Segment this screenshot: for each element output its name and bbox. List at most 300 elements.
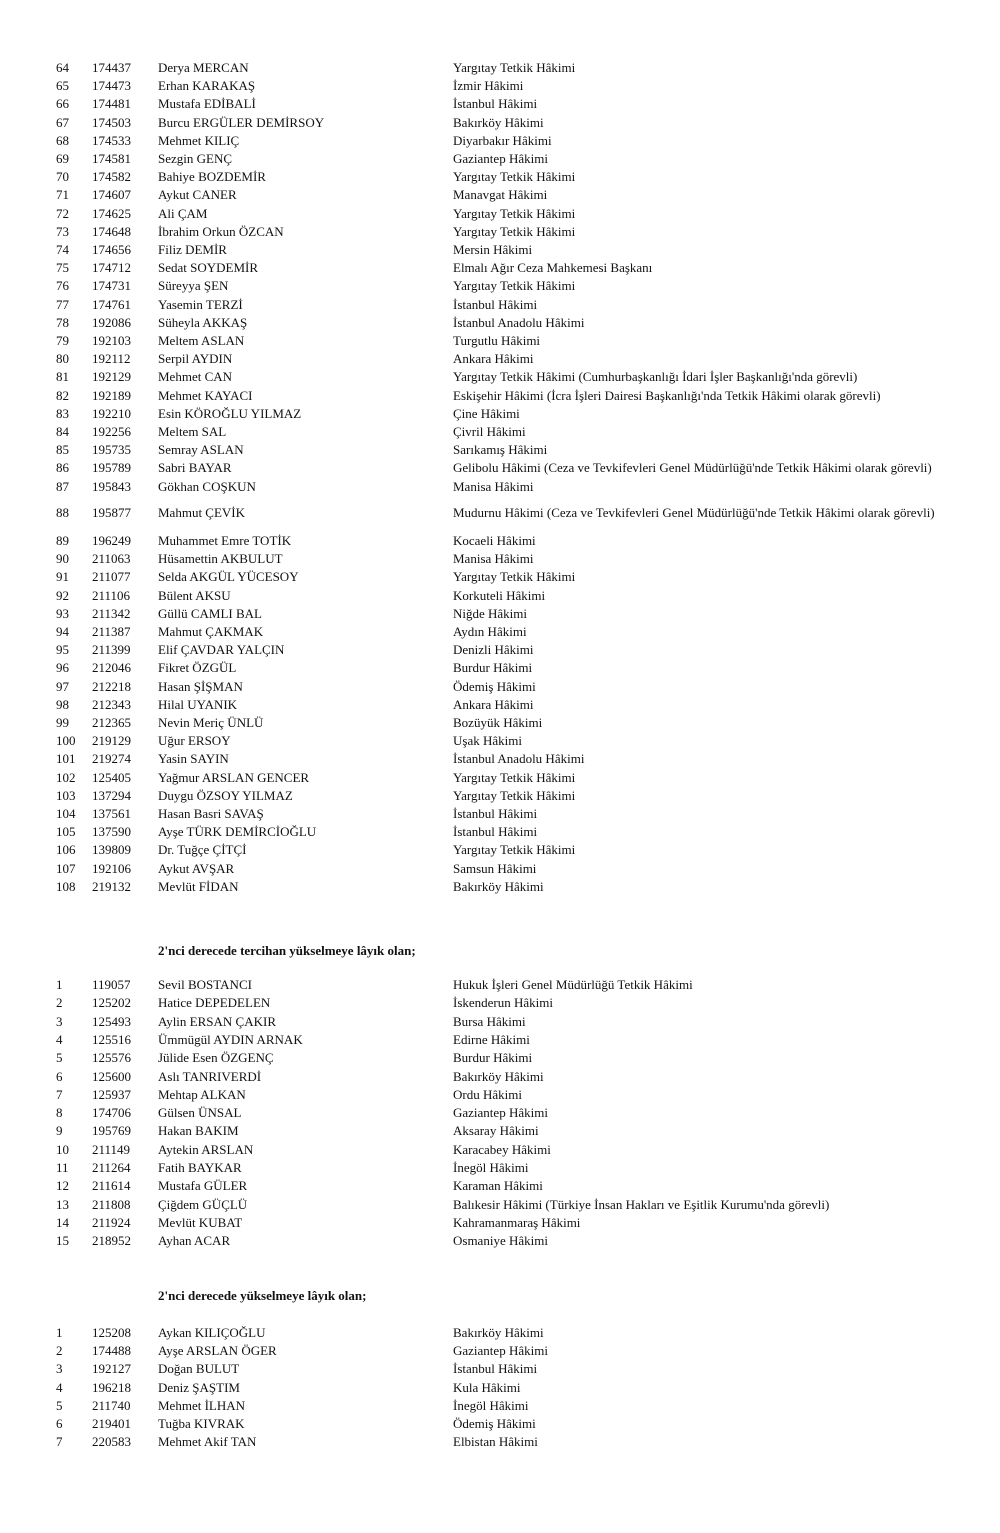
- table-row: [0, 259, 1000, 277]
- table-row: [0, 823, 1000, 841]
- row-number: 89: [56, 533, 69, 548]
- person-name: Nevin Meriç ÜNLÜ: [158, 715, 264, 730]
- sicil-number: 125937: [92, 1086, 131, 1102]
- row-number: 2: [56, 995, 63, 1011]
- person-name: Fatih BAYKAR: [158, 1160, 242, 1175]
- position-title: Hukuk İşleri Genel Müdürlüğü Tetkik Hâkimi: [453, 977, 693, 992]
- sicil-number: 125576: [92, 1050, 131, 1066]
- table-row: [0, 605, 1000, 623]
- person-name: Aykan KILIÇOĞLU: [158, 1325, 266, 1340]
- row-number: 66: [56, 96, 69, 112]
- table-row: [0, 1196, 1000, 1214]
- position-title: Yargıtay Tetkik Hâkimi: [453, 205, 576, 221]
- row-number: 3: [56, 1013, 63, 1029]
- row-number: 92: [56, 587, 69, 603]
- table-row: [0, 1397, 1000, 1415]
- table-row: [0, 1177, 1000, 1195]
- table-row: [0, 587, 1000, 605]
- row-number: 102: [56, 769, 76, 785]
- row-number: 77: [56, 296, 69, 312]
- person-name: Derya MERCAN: [158, 60, 249, 75]
- position-title: Bakırköy Hâkimi: [453, 1325, 544, 1340]
- person-name: Mehmet Akif TAN: [158, 1434, 257, 1450]
- table-row: [0, 1360, 1000, 1378]
- table-row: [0, 368, 1000, 386]
- table-row: [0, 150, 1000, 168]
- table-row: [0, 787, 1000, 805]
- position-title: İstanbul Hâkimi: [453, 1361, 538, 1377]
- row-number: 100: [56, 733, 76, 749]
- position-title: Samsun Hâkimi: [453, 860, 537, 876]
- row-number: 79: [56, 333, 69, 348]
- row-number: 91: [56, 569, 69, 585]
- sicil-number: 174582: [92, 169, 131, 185]
- table-row: [0, 1433, 1000, 1451]
- row-number: 12: [56, 1178, 69, 1194]
- row-number: 78: [56, 314, 69, 330]
- row-number: 87: [56, 478, 69, 494]
- table-row: [0, 168, 1000, 186]
- sicil-number: 192129: [92, 369, 131, 385]
- person-name: Muhammet Emre TOTİK: [158, 533, 292, 548]
- table-row: [0, 478, 1000, 496]
- row-number: 70: [56, 169, 69, 185]
- sicil-number: 195735: [92, 442, 131, 458]
- table-row: [0, 459, 1000, 477]
- position-title: Bakırköy Hâkimi: [453, 114, 544, 130]
- position-title: Edirne Hâkimi: [453, 1031, 530, 1047]
- position-title: Kula Hâkimi: [453, 1379, 521, 1395]
- position-title: Manisa Hâkimi: [453, 551, 534, 567]
- sicil-number: 174473: [92, 78, 131, 94]
- table-row: [0, 95, 1000, 113]
- sicil-number: 212343: [92, 696, 131, 712]
- row-number: 6: [56, 1068, 63, 1084]
- position-title: Ödemiş Hâkimi: [453, 1416, 536, 1431]
- table-row: [0, 423, 1000, 441]
- sicil-number: 139809: [92, 842, 131, 858]
- sicil-number: 195789: [92, 460, 131, 476]
- table-row: [0, 59, 1000, 77]
- table-row: [0, 732, 1000, 750]
- table-row: [0, 550, 1000, 568]
- row-number: 74: [56, 242, 69, 257]
- person-name: Hatice DEPEDELEN: [158, 995, 271, 1011]
- person-name: Sezgin GENÇ: [158, 151, 233, 166]
- sicil-number: 192086: [92, 314, 131, 330]
- position-title: Ödemiş Hâkimi: [453, 678, 536, 694]
- position-title: Osmaniye Hâkimi: [453, 1233, 548, 1249]
- table-row: [0, 976, 1000, 994]
- table-row: [0, 1232, 1000, 1250]
- person-name: Gülsen ÜNSAL: [158, 1105, 242, 1121]
- row-number: 73: [56, 223, 69, 239]
- row-number: 94: [56, 624, 69, 639]
- table-row: [0, 132, 1000, 150]
- sicil-number: 174437: [92, 60, 131, 75]
- table-row: [0, 1104, 1000, 1122]
- sicil-number: 174706: [92, 1105, 131, 1121]
- row-number: 76: [56, 278, 69, 294]
- row-number: 80: [56, 351, 69, 367]
- sicil-number: 195769: [92, 1123, 131, 1139]
- row-number: 2: [56, 1343, 63, 1359]
- row-number: 5: [56, 1050, 63, 1066]
- person-name: Hüsamettin AKBULUT: [158, 551, 283, 567]
- table-row: [0, 1214, 1000, 1232]
- sicil-number: 125405: [92, 769, 131, 785]
- sicil-number: 196218: [92, 1379, 131, 1395]
- person-name: Duygu ÖZSOY YILMAZ: [158, 787, 293, 803]
- position-title: Manavgat Hâkimi: [453, 187, 548, 203]
- person-name: Fikret ÖZGÜL: [158, 660, 237, 676]
- row-number: 84: [56, 424, 69, 439]
- person-name: Aytekin ARSLAN: [158, 1141, 254, 1157]
- table-row: [0, 623, 1000, 641]
- row-number: 7: [56, 1086, 63, 1102]
- position-title: Yargıtay Tetkik Hâkimi: [453, 769, 576, 785]
- table-row: [0, 332, 1000, 350]
- position-title: Bozüyük Hâkimi: [453, 715, 543, 730]
- position-title: Yargıtay Tetkik Hâkimi: [453, 787, 576, 803]
- position-title: Bakırköy Hâkimi: [453, 878, 544, 894]
- position-title: Burdur Hâkimi: [453, 660, 533, 676]
- row-number: 9: [56, 1123, 63, 1139]
- position-title: Bakırköy Hâkimi: [453, 1068, 544, 1084]
- row-number: 11: [56, 1160, 69, 1175]
- sicil-number: 211614: [92, 1178, 131, 1194]
- position-title: Diyarbakır Hâkimi: [453, 132, 552, 148]
- table-row: [0, 1031, 1000, 1049]
- sicil-number: 211399: [92, 642, 131, 658]
- person-name: Hasan ŞİŞMAN: [158, 678, 243, 694]
- person-name: Serpil AYDIN: [158, 351, 233, 367]
- position-title: İstanbul Hâkimi: [453, 824, 538, 840]
- sicil-number: 174731: [92, 278, 131, 294]
- sicil-number: 174656: [92, 242, 131, 257]
- position-title: Yargıtay Tetkik Hâkimi: [453, 569, 576, 585]
- position-title: Niğde Hâkimi: [453, 605, 528, 621]
- table-row: [0, 805, 1000, 823]
- table-row: [0, 1159, 1000, 1177]
- sicil-number: 211924: [92, 1214, 131, 1230]
- row-number: 88: [56, 504, 69, 520]
- person-name: Mehtap ALKAN: [158, 1086, 246, 1102]
- sicil-number: 125202: [92, 995, 131, 1011]
- table-row: [0, 641, 1000, 659]
- row-number: 71: [56, 187, 69, 203]
- person-name: Bahiye BOZDEMİR: [158, 169, 266, 185]
- position-title: Aydın Hâkimi: [453, 624, 527, 639]
- row-number: 95: [56, 642, 69, 658]
- sicil-number: 137294: [92, 787, 131, 803]
- person-name: Esin KÖROĞLU YILMAZ: [158, 405, 302, 421]
- position-title: İstanbul Hâkimi: [453, 296, 538, 312]
- sicil-number: 218952: [92, 1233, 131, 1249]
- table-row: [0, 1324, 1000, 1342]
- person-name: Sevil BOSTANCI: [158, 977, 252, 992]
- table-row: [0, 714, 1000, 732]
- position-title: Yargıtay Tetkik Hâkimi: [453, 223, 576, 239]
- person-name: Gökhan COŞKUN: [158, 478, 256, 494]
- table-row: [0, 405, 1000, 423]
- sicil-number: 174648: [92, 223, 131, 239]
- position-title: Gelibolu Hâkimi (Ceza ve Tevkifevleri Genel Müdürlüğü'nde Tetkik Hâkimi olarak görevli): [453, 460, 932, 476]
- person-name: Bülent AKSU: [158, 587, 231, 603]
- table-row: [0, 841, 1000, 859]
- person-name: Ayhan ACAR: [158, 1233, 231, 1249]
- table-row: [0, 1013, 1000, 1031]
- person-name: Aylin ERSAN ÇAKIR: [158, 1013, 276, 1029]
- person-name: Mahmut ÇAKMAK: [158, 624, 264, 639]
- row-number: 67: [56, 114, 69, 130]
- row-number: 97: [56, 678, 69, 694]
- position-title: Yargıtay Tetkik Hâkimi: [453, 169, 576, 185]
- position-title: Ordu Hâkimi: [453, 1086, 522, 1102]
- row-number: 4: [56, 1031, 63, 1047]
- person-name: Dr. Tuğçe ÇİTÇİ: [158, 842, 247, 858]
- person-name: İbrahim Orkun ÖZCAN: [158, 223, 284, 239]
- sicil-number: 192106: [92, 860, 131, 876]
- position-title: Ankara Hâkimi: [453, 351, 534, 367]
- table-row: [0, 314, 1000, 332]
- sicil-number: 219274: [92, 751, 131, 767]
- table-row: [0, 878, 1000, 896]
- table-row: [0, 1141, 1000, 1159]
- sicil-number: 125493: [92, 1013, 131, 1029]
- person-name: Uğur ERSOY: [158, 733, 231, 749]
- sicil-number: 174761: [92, 296, 131, 312]
- position-title: Yargıtay Tetkik Hâkimi: [453, 278, 576, 294]
- position-title: İstanbul Anadolu Hâkimi: [453, 751, 585, 767]
- table-row: [0, 678, 1000, 696]
- row-number: 90: [56, 551, 69, 567]
- person-name: Çiğdem GÜÇLÜ: [158, 1196, 248, 1212]
- position-title: Karaman Hâkimi: [453, 1178, 543, 1194]
- sicil-number: 195843: [92, 478, 131, 494]
- table-row: [0, 114, 1000, 132]
- position-title: Gaziantep Hâkimi: [453, 1105, 548, 1121]
- sicil-number: 137561: [92, 806, 131, 821]
- position-title: İnegöl Hâkimi: [453, 1397, 529, 1413]
- row-number: 81: [56, 369, 69, 385]
- person-name: Yasemin TERZİ: [158, 296, 243, 312]
- sicil-number: 211387: [92, 624, 131, 639]
- table-row: [0, 860, 1000, 878]
- sicil-number: 174625: [92, 205, 131, 221]
- position-title: Manisa Hâkimi: [453, 478, 534, 494]
- person-name: Süheyla AKKAŞ: [158, 314, 248, 330]
- sicil-number: 119057: [92, 977, 131, 992]
- row-number: 5: [56, 1397, 63, 1413]
- position-title: Bursa Hâkimi: [453, 1013, 526, 1029]
- person-name: Tuğba KIVRAK: [158, 1416, 245, 1431]
- position-title: Burdur Hâkimi: [453, 1050, 533, 1066]
- person-name: Elif ÇAVDAR YALÇIN: [158, 642, 285, 658]
- person-name: Aykut AVŞAR: [158, 860, 235, 876]
- person-name: Deniz ŞAŞTIM: [158, 1379, 240, 1395]
- position-title: Ankara Hâkimi: [453, 696, 534, 712]
- table-row: [0, 1415, 1000, 1433]
- row-number: 85: [56, 442, 69, 458]
- table-row: [0, 241, 1000, 259]
- row-number: 1: [56, 1325, 63, 1340]
- row-number: 7: [56, 1434, 63, 1450]
- row-number: 6: [56, 1416, 63, 1431]
- row-number: 86: [56, 460, 69, 476]
- position-title: Balıkesir Hâkimi (Türkiye İnsan Hakları ve Eşitlik Kurumu'nda görevli): [453, 1196, 830, 1212]
- person-name: Yasin SAYIN: [158, 751, 229, 767]
- sicil-number: 174533: [92, 132, 131, 148]
- person-name: Sedat SOYDEMİR: [158, 260, 259, 276]
- table-row: [0, 769, 1000, 787]
- sicil-number: 174488: [92, 1343, 131, 1359]
- sicil-number: 211077: [92, 569, 131, 585]
- row-number: 101: [56, 751, 76, 767]
- person-name: Süreyya ŞEN: [158, 278, 229, 294]
- person-name: Ayşe ARSLAN ÖGER: [158, 1343, 277, 1359]
- person-name: Mevlüt FİDAN: [158, 878, 239, 894]
- position-title: Kocaeli Hâkimi: [453, 533, 536, 548]
- sicil-number: 211808: [92, 1196, 131, 1212]
- position-title: Denizli Hâkimi: [453, 642, 534, 658]
- position-title: İstanbul Anadolu Hâkimi: [453, 314, 585, 330]
- row-number: 99: [56, 715, 69, 730]
- table-row: [0, 1342, 1000, 1360]
- section-heading-layik: 2'nci derecede yükselmeye lâyık olan;: [158, 1288, 367, 1303]
- sicil-number: 174712: [92, 260, 131, 276]
- table-row: [0, 1086, 1000, 1104]
- sicil-number: 211063: [92, 551, 131, 567]
- person-name: Filiz DEMİR: [158, 242, 227, 257]
- person-name: Mahmut ÇEVİK: [158, 504, 246, 520]
- table-row: [0, 568, 1000, 586]
- table-row: [0, 350, 1000, 368]
- table-row: [0, 750, 1000, 768]
- row-number: 108: [56, 878, 76, 894]
- person-name: Meltem ASLAN: [158, 333, 245, 348]
- person-name: Sabri BAYAR: [158, 460, 232, 476]
- sicil-number: 192210: [92, 405, 131, 421]
- sicil-number: 125208: [92, 1325, 131, 1340]
- row-number: 4: [56, 1379, 63, 1395]
- person-name: Mevlüt KUBAT: [158, 1214, 243, 1230]
- row-number: 3: [56, 1361, 63, 1377]
- row-number: 15: [56, 1233, 69, 1249]
- person-name: Aslı TANRIVERDİ: [158, 1068, 262, 1084]
- person-name: Mehmet KAYACI: [158, 387, 253, 403]
- position-title: İskenderun Hâkimi: [453, 995, 554, 1011]
- table-row: [0, 441, 1000, 459]
- position-title: Elbistan Hâkimi: [453, 1434, 538, 1450]
- person-name: Jülide Esen ÖZGENÇ: [158, 1050, 274, 1066]
- sicil-number: 174607: [92, 187, 131, 203]
- sicil-number: 174481: [92, 96, 131, 112]
- table-row: [0, 1379, 1000, 1397]
- sicil-number: 220583: [92, 1434, 131, 1450]
- row-number: 103: [56, 787, 76, 803]
- position-title: Turgutlu Hâkimi: [453, 333, 541, 348]
- sicil-number: 211740: [92, 1397, 131, 1413]
- position-title: Gaziantep Hâkimi: [453, 151, 548, 166]
- person-name: Yağmur ARSLAN GENCER: [158, 769, 310, 785]
- row-number: 64: [56, 60, 69, 75]
- row-number: 72: [56, 205, 69, 221]
- person-name: Erhan KARAKAŞ: [158, 78, 256, 94]
- section-heading-tercihan: 2'nci derecede tercihan yükselmeye lâyık olan;: [158, 943, 416, 958]
- row-number: 106: [56, 842, 76, 858]
- position-title: Çine Hâkimi: [453, 405, 520, 421]
- row-number: 13: [56, 1196, 69, 1212]
- position-title: Mudurnu Hâkimi (Ceza ve Tevkifevleri Genel Müdürlüğü'nde Tetkik Hâkimi olarak görevli): [453, 504, 935, 520]
- row-number: 98: [56, 696, 69, 712]
- position-title: İnegöl Hâkimi: [453, 1160, 529, 1175]
- sicil-number: 195877: [92, 504, 131, 520]
- table-row: [0, 659, 1000, 677]
- sicil-number: 192112: [92, 351, 131, 367]
- position-title: Yargıtay Tetkik Hâkimi: [453, 842, 576, 858]
- position-title: Gaziantep Hâkimi: [453, 1343, 548, 1359]
- table-row: [0, 205, 1000, 223]
- person-name: Hakan BAKIM: [158, 1123, 239, 1139]
- person-name: Ali ÇAM: [158, 205, 208, 221]
- person-name: Mustafa GÜLER: [158, 1178, 248, 1194]
- row-number: 69: [56, 151, 69, 166]
- table-row: [0, 1068, 1000, 1086]
- position-title: İstanbul Hâkimi: [453, 96, 538, 112]
- row-number: 104: [56, 806, 76, 821]
- position-title: Korkuteli Hâkimi: [453, 587, 546, 603]
- row-number: 1: [56, 977, 63, 992]
- row-number: 8: [56, 1105, 63, 1121]
- row-number: 14: [56, 1214, 69, 1230]
- row-number: 93: [56, 605, 69, 621]
- row-number: 96: [56, 660, 69, 676]
- table-row: [0, 696, 1000, 714]
- table-row: [0, 387, 1000, 405]
- sicil-number: 211264: [92, 1160, 131, 1175]
- person-name: Güllü CAMLI BAL: [158, 605, 262, 621]
- position-title: Aksaray Hâkimi: [453, 1123, 539, 1139]
- row-number: 68: [56, 132, 69, 148]
- sicil-number: 174581: [92, 151, 131, 166]
- position-title: İstanbul Hâkimi: [453, 806, 538, 821]
- sicil-number: 192189: [92, 387, 131, 403]
- sicil-number: 211342: [92, 605, 131, 621]
- sicil-number: 212046: [92, 660, 131, 676]
- row-number: 107: [56, 860, 76, 876]
- person-name: Ümmügül AYDIN ARNAK: [158, 1031, 303, 1047]
- sicil-number: 211106: [92, 587, 131, 603]
- sicil-number: 192256: [92, 424, 131, 439]
- sicil-number: 212365: [92, 715, 131, 730]
- person-name: Meltem SAL: [158, 424, 227, 439]
- table-row: [0, 1049, 1000, 1067]
- table-row: [0, 77, 1000, 95]
- table-row: [0, 277, 1000, 295]
- row-number: 10: [56, 1141, 69, 1157]
- position-title: Çivril Hâkimi: [453, 424, 526, 439]
- position-title: Karacabey Hâkimi: [453, 1141, 551, 1157]
- row-number: 105: [56, 824, 76, 840]
- table-row: [0, 994, 1000, 1012]
- table-row: [0, 186, 1000, 204]
- position-title: Yargıtay Tetkik Hâkimi (Cumhurbaşkanlığı İdari İşler Başkanlığı'nda görevli): [453, 369, 858, 385]
- position-title: Eskişehir Hâkimi (İcra İşleri Dairesi Başkanlığı'nda Tetkik Hâkimi olarak görevli): [453, 387, 881, 403]
- person-name: Burcu ERGÜLER DEMİRSOY: [158, 114, 325, 130]
- row-number: 82: [56, 387, 69, 403]
- person-name: Ayşe TÜRK DEMİRCİOĞLU: [158, 824, 317, 840]
